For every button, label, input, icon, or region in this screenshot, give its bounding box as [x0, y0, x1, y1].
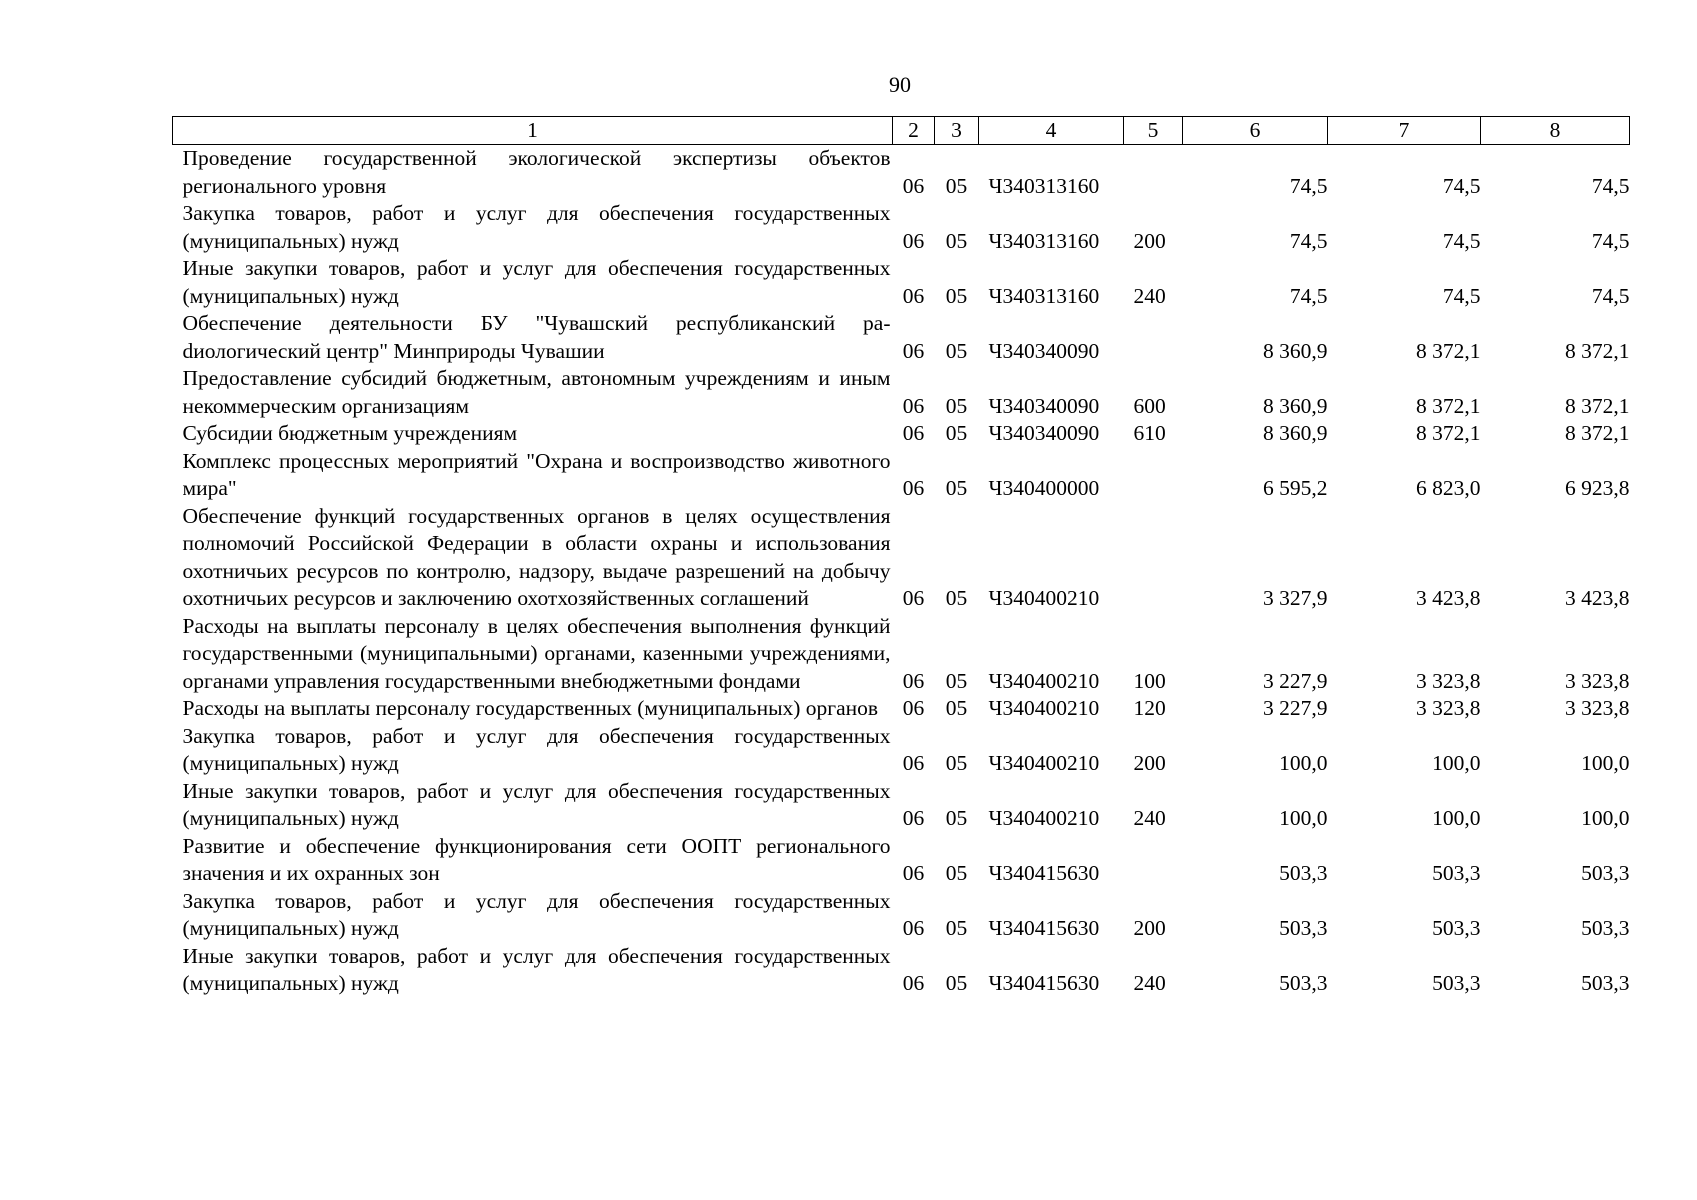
row-amount-col-7: 8 372,1: [1416, 393, 1481, 418]
row-expense-type-code: [1124, 310, 1183, 365]
row-expense-type-code: 600: [1133, 393, 1166, 418]
row-subsection-code: 05: [945, 668, 968, 693]
row-name: Субсидии бюджетным учреждениям: [182, 421, 518, 445]
row-section-code: 06: [902, 806, 925, 830]
row-name: Проведение государственной экологической экспертизы объектов регионального уровня: [182, 146, 891, 198]
row-name: Комплекс процессных мероприятий "Охрана и воспроизводство животного мира": [182, 448, 891, 500]
table-row: [173, 420, 1630, 448]
table-row: [173, 310, 1630, 365]
row-amount-col-6: 8 360,9: [1263, 393, 1328, 418]
row-amount-col-6: 74,5: [1289, 173, 1328, 198]
row-subsection-code: 05: [945, 421, 968, 445]
table-row: [173, 723, 1630, 778]
row-section-code: 06: [902, 338, 925, 363]
row-amount-col-7: 6 823,0: [1416, 476, 1481, 500]
row-expense-type-code: 240: [1133, 971, 1166, 995]
table-row: [173, 943, 1630, 998]
row-amount-col-6: 3 227,9: [1263, 668, 1328, 693]
row-section-code: 06: [902, 861, 925, 885]
row-target-article-code: Ч340340090: [988, 421, 1100, 445]
row-amount-col-7: 74,5: [1442, 228, 1481, 253]
row-amount-col-8: 100,0: [1581, 806, 1630, 830]
table-row: [173, 503, 1630, 613]
row-amount-col-7: 3 323,8: [1416, 696, 1481, 720]
row-subsection-code: 05: [945, 228, 968, 253]
row-name: Иные закупки товаров, работ и услуг для обеспечения государственных (муниципальных) нужд: [182, 778, 891, 830]
row-section-code: 06: [902, 476, 925, 500]
row-amount-col-8: 74,5: [1591, 173, 1630, 198]
row-amount-col-7: 100,0: [1432, 806, 1481, 830]
row-amount-col-6: 503,3: [1279, 971, 1328, 995]
row-expense-type-code: [1124, 145, 1183, 201]
table-row: [173, 695, 1630, 723]
table-row: [173, 778, 1630, 833]
table-row: [173, 365, 1630, 420]
row-name: Обеспечение деятельности БУ "Чувашский республиканский раdиологический центр" Минприроды Чувашии: [182, 311, 891, 363]
row-amount-col-8: 3 323,8: [1565, 696, 1630, 720]
row-expense-type-code: [1124, 833, 1183, 888]
row-amount-col-7: 8 372,1: [1416, 421, 1481, 445]
header-col-7: 7: [1328, 117, 1481, 145]
row-amount-col-7: 3 423,8: [1416, 586, 1481, 610]
table-row: [173, 833, 1630, 888]
row-expense-type-code: [1124, 503, 1183, 613]
row-section-code: 06: [902, 971, 925, 995]
row-expense-type-code: 240: [1133, 283, 1166, 308]
row-subsection-code: 05: [945, 806, 968, 830]
row-amount-col-6: 6 595,2: [1263, 476, 1328, 500]
row-section-code: 06: [902, 283, 925, 308]
row-target-article-code: Ч340400210: [988, 696, 1100, 720]
row-name: Предоставление субсидий бюджетным, автономным учреждениям и иным некоммерческим организациям: [182, 366, 891, 418]
row-amount-col-8: 8 372,1: [1565, 393, 1630, 418]
row-name: Закупка товаров, работ и услуг для обеспечения государственных (муниципальных) нужд: [182, 888, 891, 940]
row-name: Закупка товаров, работ и услуг для обеспечения государственных (муниципальных) нужд: [182, 201, 891, 253]
row-amount-col-8: 8 372,1: [1565, 421, 1630, 445]
row-expense-type-code: 610: [1133, 421, 1166, 445]
row-target-article-code: Ч340415630: [988, 861, 1100, 885]
row-expense-type-code: 240: [1133, 806, 1166, 830]
row-amount-col-8: 503,3: [1581, 971, 1630, 995]
row-amount-col-6: 503,3: [1279, 861, 1328, 885]
row-amount-col-6: 3 227,9: [1263, 696, 1328, 720]
row-amount-col-8: 503,3: [1581, 916, 1630, 940]
row-target-article-code: Ч340313160: [988, 173, 1100, 198]
row-amount-col-7: 3 323,8: [1416, 668, 1481, 693]
row-subsection-code: 05: [945, 338, 968, 363]
header-col-8: 8: [1481, 117, 1630, 145]
row-subsection-code: 05: [945, 916, 968, 940]
row-subsection-code: 05: [945, 476, 968, 500]
row-target-article-code: Ч340313160: [988, 283, 1100, 308]
row-amount-col-6: 74,5: [1289, 283, 1328, 308]
table-row: [173, 613, 1630, 696]
row-expense-type-code: 120: [1133, 696, 1166, 720]
row-amount-col-7: 74,5: [1442, 173, 1481, 198]
row-name: Обеспечение функций государственных органов в целях осуществления полномочий Российской Федерации в области охраны и использования охотничьих ресурсов по контролю, надзору, выдаче разрешений на добычу охотничьих ресурсов и заключению охотхозяйственных соглашений: [182, 503, 891, 610]
row-section-code: 06: [902, 668, 925, 693]
row-name: Иные закупки товаров, работ и услуг для обеспечения государственных (муниципальных) нужд: [182, 943, 891, 995]
row-amount-col-8: 6 923,8: [1565, 476, 1630, 500]
row-amount-col-6: 74,5: [1289, 228, 1328, 253]
table-row: [173, 448, 1630, 503]
row-target-article-code: Ч340400210: [988, 806, 1100, 830]
row-section-code: 06: [902, 751, 925, 775]
row-amount-col-8: 3 323,8: [1565, 668, 1630, 693]
header-col-5: 5: [1124, 117, 1183, 145]
header-col-3: 3: [935, 117, 979, 145]
table-row: [173, 145, 1630, 201]
row-name: Расходы на выплаты персоналу в целях обеспечения выполнения функций государственными (муниципальными) органами, казенными учреждениями, органами управления государственными внебюджетными фондами: [182, 613, 891, 693]
row-amount-col-7: 100,0: [1432, 751, 1481, 775]
row-target-article-code: Ч340415630: [988, 971, 1100, 995]
row-target-article-code: Ч340415630: [988, 916, 1100, 940]
table-row: [173, 200, 1630, 255]
header-col-6: 6: [1183, 117, 1328, 145]
row-subsection-code: 05: [945, 751, 968, 775]
row-section-code: 06: [902, 916, 925, 940]
row-expense-type-code: 200: [1133, 916, 1166, 940]
table-row: [173, 255, 1630, 310]
row-section-code: 06: [902, 173, 925, 198]
row-target-article-code: Ч340400210: [988, 586, 1100, 610]
header-col-1: 1: [173, 117, 893, 145]
table-row: [173, 888, 1630, 943]
row-amount-col-7: 503,3: [1432, 861, 1481, 885]
row-expense-type-code: [1124, 448, 1183, 503]
row-amount-col-6: 100,0: [1279, 806, 1328, 830]
row-amount-col-8: 503,3: [1581, 861, 1630, 885]
row-section-code: 06: [902, 586, 925, 610]
row-subsection-code: 05: [945, 861, 968, 885]
row-amount-col-6: 8 360,9: [1263, 338, 1328, 363]
row-target-article-code: Ч340313160: [988, 228, 1100, 253]
row-amount-col-6: 8 360,9: [1263, 421, 1328, 445]
header-col-2: 2: [893, 117, 935, 145]
row-target-article-code: Ч340400000: [988, 476, 1100, 500]
page-number: 90: [889, 72, 911, 97]
row-amount-col-7: 8 372,1: [1416, 338, 1481, 363]
row-amount-col-8: 100,0: [1581, 751, 1630, 775]
row-name: Развитие и обеспечение функционирования сети ООПТ регионального значения и их охранных зон: [182, 833, 891, 885]
row-subsection-code: 05: [945, 971, 968, 995]
row-expense-type-code: 200: [1133, 751, 1166, 775]
row-amount-col-8: 8 372,1: [1565, 338, 1630, 363]
header-row: [173, 117, 1630, 145]
row-expense-type-code: 200: [1133, 228, 1166, 253]
row-section-code: 06: [902, 393, 925, 418]
row-subsection-code: 05: [945, 696, 968, 720]
row-target-article-code: Ч340400210: [988, 751, 1100, 775]
row-target-article-code: Ч340400210: [988, 668, 1100, 693]
table-body: [173, 145, 1630, 998]
row-section-code: 06: [902, 421, 925, 445]
row-subsection-code: 05: [945, 393, 968, 418]
row-amount-col-6: 503,3: [1279, 916, 1328, 940]
row-expense-type-code: 100: [1133, 668, 1166, 693]
row-target-article-code: Ч340340090: [988, 338, 1100, 363]
row-amount-col-8: 74,5: [1591, 228, 1630, 253]
row-section-code: 06: [902, 228, 925, 253]
row-amount-col-7: 74,5: [1442, 283, 1481, 308]
row-name: Расходы на выплаты персоналу государственных (муниципальных) органов: [182, 696, 879, 720]
row-amount-col-7: 503,3: [1432, 971, 1481, 995]
row-amount-col-7: 503,3: [1432, 916, 1481, 940]
row-subsection-code: 05: [945, 173, 968, 198]
row-section-code: 06: [902, 696, 925, 720]
row-amount-col-8: 74,5: [1591, 283, 1630, 308]
row-name: Иные закупки товаров, работ и услуг для обеспечения государственных (муниципальных) нужд: [182, 256, 891, 308]
row-amount-col-6: 3 327,9: [1263, 586, 1328, 610]
row-name: Закупка товаров, работ и услуг для обеспечения государственных (муниципальных) нужд: [182, 723, 891, 775]
row-amount-col-6: 100,0: [1279, 751, 1328, 775]
row-subsection-code: 05: [945, 283, 968, 308]
budget-table: [172, 116, 1630, 998]
row-subsection-code: 05: [945, 586, 968, 610]
header-col-4: 4: [979, 117, 1124, 145]
row-target-article-code: Ч340340090: [988, 393, 1100, 418]
row-amount-col-8: 3 423,8: [1565, 586, 1630, 610]
